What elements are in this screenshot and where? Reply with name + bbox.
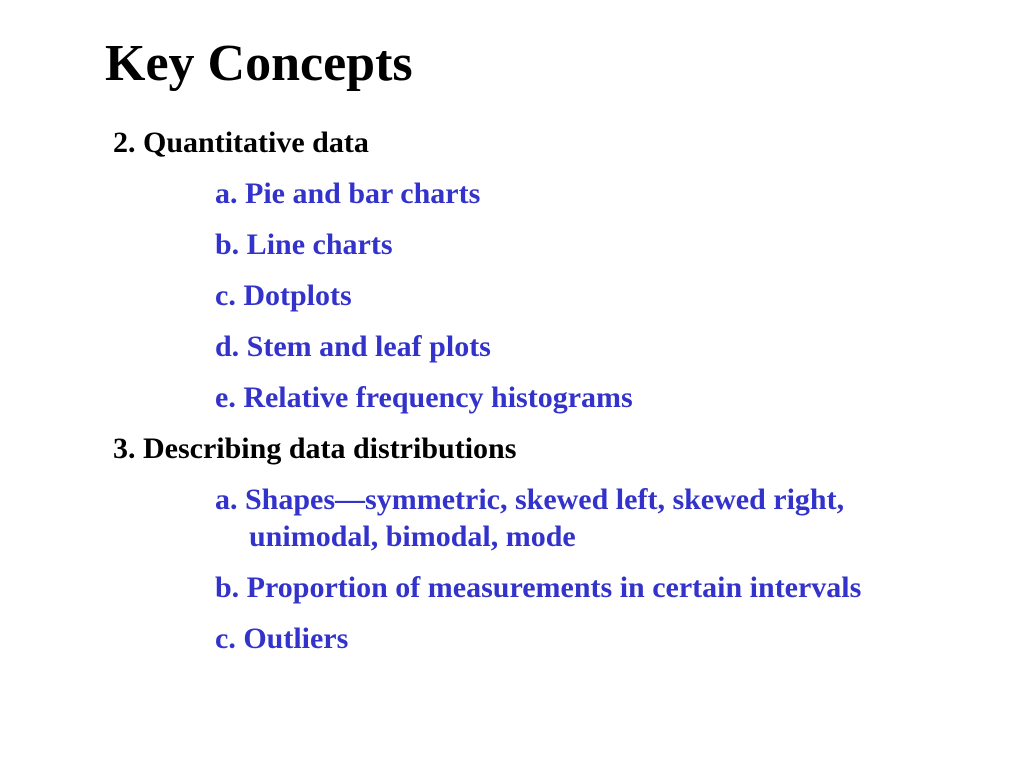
list-item: b. Line charts — [215, 228, 393, 261]
list-item: a. Pie and bar charts — [215, 177, 481, 210]
list-item: e. Relative frequency histograms — [215, 381, 633, 414]
list-item-continuation: unimodal, bimodal, mode — [249, 520, 576, 553]
slide-title: Key Concepts — [105, 35, 413, 92]
list-item: b. Proportion of measurements in certain intervals — [215, 571, 862, 604]
section-heading: 3. Describing data distributions — [113, 432, 517, 465]
section-heading: 2. Quantitative data — [113, 126, 369, 159]
list-item: c. Dotplots — [215, 279, 352, 312]
list-item: d. Stem and leaf plots — [215, 330, 491, 363]
list-item: a. Shapes—symmetric, skewed left, skewed right, — [215, 483, 845, 516]
list-item: c. Outliers — [215, 622, 349, 655]
